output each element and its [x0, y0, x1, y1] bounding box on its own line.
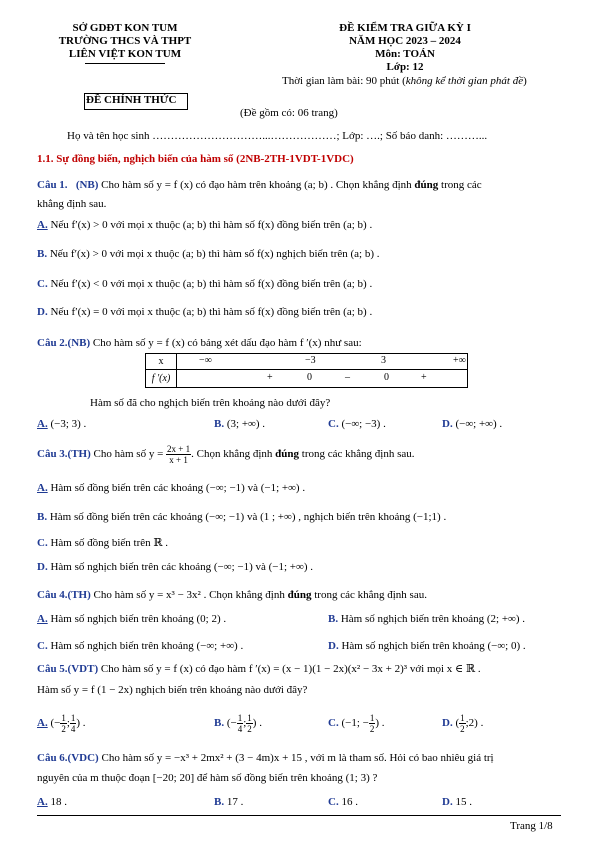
question-2-stem: Câu 2.(NB) Cho hàm số y = f (x) có bảng xét dấu đạo hàm f ′(x) như sau: [37, 337, 362, 349]
sign-table-x-values: −∞ −3 3 +∞ [177, 354, 468, 370]
exam-time: Thời gian làm bài: 90 phút (không kể thời gian phát đề) [282, 75, 527, 87]
q3-option-b[interactable]: B. Hàm số đồng biến trên các khoảng (−∞; −1) và (1 ; +∞) , nghịch biến trên khoảng (−1;1) . [37, 511, 447, 523]
exam-title: ĐỀ KIỂM TRA GIỮA KỲ I [339, 22, 471, 34]
q6-option-b[interactable]: B. 17 . [214, 796, 244, 808]
q1-option-c[interactable]: C. Nếu f′(x) < 0 với mọi x thuộc (a; b) thì hàm số f(x) đồng biến trên (a; b) . [37, 278, 373, 290]
q3-fraction: $\frac{2x + 1}{x + 1}$ [167, 444, 191, 465]
q1-option-b[interactable]: B. Nếu f′(x) > 0 với mọi x thuộc (a; b) thì hàm số f(x) nghịch biến trên (a; b) . [37, 248, 380, 260]
official-label: ĐỀ CHÍNH THỨC [86, 94, 177, 106]
school-underline [85, 63, 165, 64]
sign-table-x-header: x [146, 354, 177, 370]
subject: Môn: TOÁN [375, 48, 435, 60]
q3-option-d[interactable]: D. Hàm số nghịch biến trên các khoảng (−∞; −1) và (−1; +∞) . [37, 561, 314, 573]
question-1-stem-cont: khẳng định sau. [37, 198, 107, 210]
q4-option-b[interactable]: B. Hàm số nghịch biến trên khoảng (2; +∞) . [328, 613, 526, 625]
q6-option-a[interactable]: A. 18 . [37, 796, 67, 808]
q5-option-d[interactable]: D. ( $\frac{1}{2}$ ;2) . [442, 713, 484, 734]
question-3-stem: Câu 3.(TH) Cho hàm số y = $\frac{2x + 1}{x + 1}$ . Chọn khẳng định đúng trong các khẳng định sau. [37, 444, 415, 465]
q2-option-c[interactable]: C. (−∞; −3) . [328, 418, 386, 430]
q4-option-a[interactable]: A. Hàm số nghịch biến trên khoảng (0; 2) . [37, 613, 227, 625]
question-1-stem: Câu 1. (NB) Cho hàm số y = f (x) có đạo hàm trên khoảng (a; b) . Chọn khẳng định đúng trong các [37, 179, 482, 191]
sign-table-fprime-header: f ′(x) [146, 370, 177, 388]
page-number: Trang 1/8 [510, 820, 553, 832]
sign-table [145, 353, 468, 388]
q5-option-b[interactable]: B. (− $\frac{1}{4}$ ; $\frac{1}{2}$ ) . [214, 713, 262, 734]
page-count: (Đề gồm có: 06 trang) [240, 107, 338, 119]
question-6-stem-cont: nguyên của m thuộc đoạn [−20; 20] để hàm số đồng biến trên khoảng (1; 3) ? [37, 772, 378, 784]
section-title: 1.1. Sự đồng biến, nghịch biến của hàm số (2NB-2TH-1VDT-1VDC) [37, 153, 354, 165]
question-6-stem: Câu 6.(VDC) Cho hàm số y = −x³ + 2mx² + (3 − 4m)x + 15 , với m là tham số. Hỏi có bao nhiêu giá trị [37, 752, 494, 764]
q3-option-a[interactable]: A. Hàm số đồng biến trên các khoảng (−∞; −1) và (−1; +∞) . [37, 482, 306, 494]
question-5-stem-cont: Hàm số y = f (1 − 2x) nghịch biến trên khoảng nào dưới đây? [37, 684, 308, 696]
school-department: SỞ GDĐT KON TUM [72, 22, 178, 34]
question-2-prompt: Hàm số đã cho nghịch biến trên khoảng nào dưới đây? [90, 397, 331, 409]
q5-option-c[interactable]: C. (−1; − $\frac{1}{2}$ ) . [328, 713, 385, 734]
question-4-stem: Câu 4.(TH) Cho hàm số y = x³ − 3x² . Chọn khẳng định đúng trong các khẳng định sau. [37, 589, 427, 601]
q5-option-a[interactable]: A. (− $\frac{1}{2}$ ; $\frac{1}{4}$ ) . [37, 713, 86, 734]
school-year: NĂM HỌC 2023 – 2024 [349, 35, 461, 47]
question-5-stem: Câu 5.(VDT) Cho hàm số y = f (x) có đạo hàm f ′(x) = (x − 1)(1 − 2x)(x² − 3x + 2)³ với mọi x ∈ ℝ . [37, 663, 481, 675]
q2-option-d[interactable]: D. (−∞; +∞) . [442, 418, 503, 430]
school-name-line2: LIÊN VIỆT KON TUM [68, 48, 182, 60]
sign-table-fprime-values: + 0 – 0 + [177, 370, 468, 388]
q2-option-a[interactable]: A. (−3; 3) . [37, 418, 87, 430]
footer-rule [37, 815, 561, 816]
q3-option-c[interactable]: C. Hàm số đồng biến trên ℝ . [37, 537, 169, 549]
q2-option-b[interactable]: B. (3; +∞) . [214, 418, 266, 430]
q1-option-a[interactable]: A. Nếu f′(x) > 0 với mọi x thuộc (a; b) thì hàm số f(x) đồng biến trên (a; b) . [37, 219, 373, 231]
grade: Lớp: 12 [386, 61, 424, 73]
q1-option-d[interactable]: D. Nếu f′(x) = 0 với mọi x thuộc (a; b) thì hàm số f(x) đồng biến trên (a; b) . [37, 306, 373, 318]
q6-option-d[interactable]: D. 15 . [442, 796, 472, 808]
q6-option-c[interactable]: C. 16 . [328, 796, 358, 808]
school-name-line1: TRƯỜNG THCS VÀ THPT [58, 35, 192, 47]
q4-option-c[interactable]: C. Hàm số nghịch biến trên khoảng (−∞; +∞) . [37, 640, 244, 652]
student-info-line: Họ và tên học sinh …………………………...………………; Lớp: ….; Số báo danh: ………... [67, 130, 488, 142]
q4-option-d[interactable]: D. Hàm số nghịch biến trên khoảng (−∞; 0) . [328, 640, 526, 652]
